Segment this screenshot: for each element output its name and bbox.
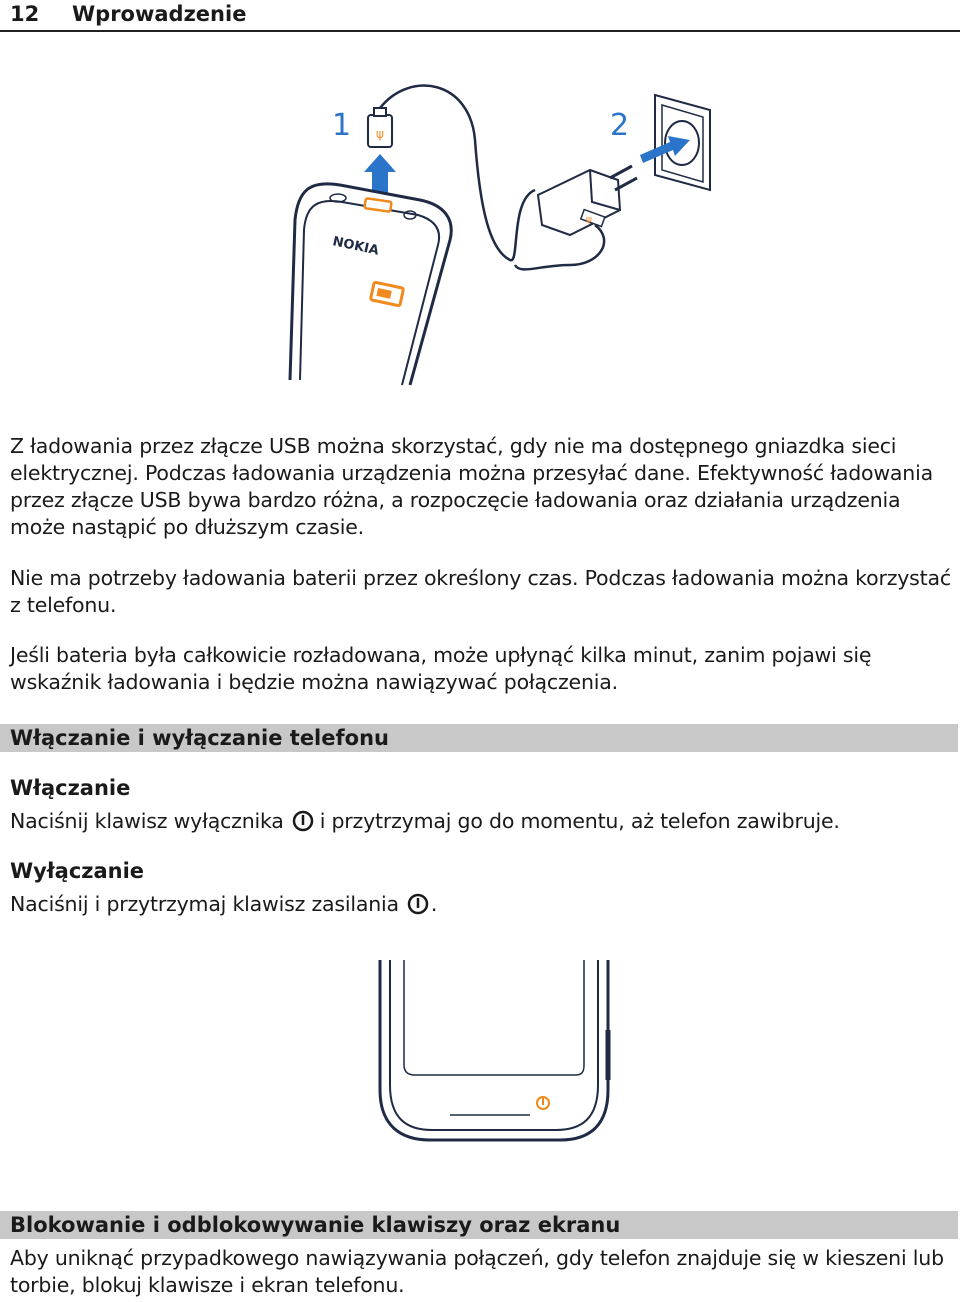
section-title-power: Włączanie i wyłączanie telefonu <box>0 724 958 752</box>
paragraph-lock: Aby uniknąć przypadkowego nawiązywania połączeń, gdy telefon znajduje się w kieszeni lub torbie, blokuj klawisze i ekran telefonu. <box>10 1246 944 1297</box>
heading-switch-on: Włączanie <box>10 776 131 800</box>
svg-text:ψ: ψ <box>586 215 592 225</box>
usb-plug-icon <box>368 108 392 147</box>
insert-arrow-icon <box>364 154 396 195</box>
paragraph-no-fixed-time: Nie ma potrzeby ładowania baterii przez określony czas. Podczas ładowania można korzystać z telefonu. <box>10 566 951 617</box>
page-header <box>0 0 960 32</box>
paragraph-empty-battery: Jeśli bateria była całkowicie rozładowana, może upłynąć kilka minut, zanim pojawi się wskaźnik ładowania i będzie można nawiązywać połączenia. <box>10 643 872 694</box>
wall-socket-icon <box>640 95 710 190</box>
step-1-label: 1 <box>332 108 352 143</box>
chapter-title: Wprowadzenie <box>72 2 247 26</box>
section-title-lock: Blokowanie i odblokowywanie klawiszy oraz ekranu <box>0 1211 958 1239</box>
svg-text:ψ: ψ <box>376 127 384 141</box>
paragraph-usb-charging: Z ładowania przez złącze USB można skorzystać, gdy nie ma dostępnego gniazdka sieci elektrycznej. Podczas ładowania urządzenia można przesyłać dane. Efektywność ładowania przez złącze USB bywa bardzo różna, a rozpoczęcie ładowania oraz działania urządzenia może nastąpić po dłuższym czasie. <box>10 434 933 539</box>
power-key-icon <box>292 810 314 832</box>
charger-icon <box>538 166 637 235</box>
phone-brand-label: NOKIA <box>331 234 381 259</box>
text-switch-off: Naciśnij i przytrzymaj klawisz zasilania . <box>10 892 438 916</box>
text-switch-on: Naciśnij klawisz wyłącznika i przytrzymaj go do momentu, aż telefon zawibruje. <box>10 809 840 833</box>
step-2-label: 2 <box>610 108 630 143</box>
power-key-icon <box>407 893 429 915</box>
phone-bottom-illustration <box>370 960 620 1150</box>
phone-top-icon <box>290 184 451 385</box>
charging-illustration <box>270 80 730 390</box>
heading-switch-off: Wyłączanie <box>10 859 145 883</box>
page-number: 12 <box>10 2 40 26</box>
